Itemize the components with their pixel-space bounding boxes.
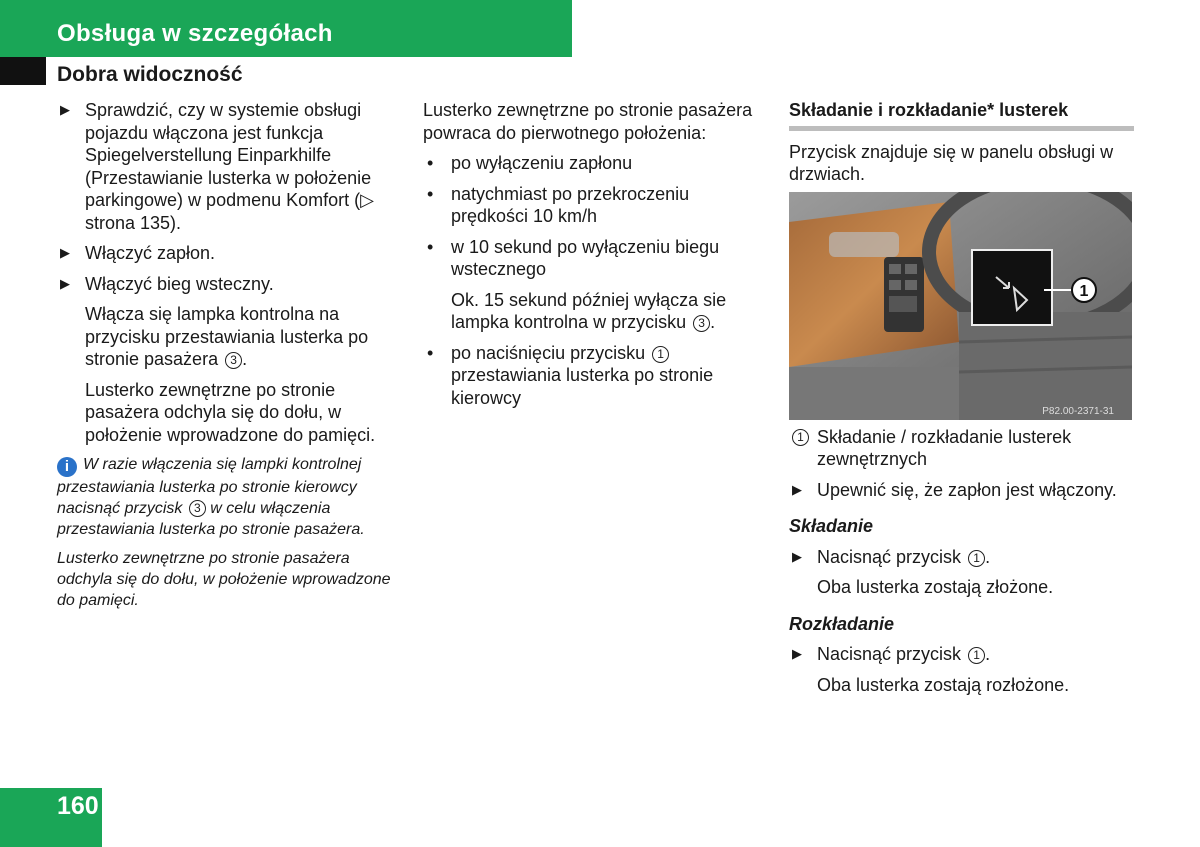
info-note xyxy=(57,454,397,540)
triangle-bullet-icon: ▶ xyxy=(792,646,802,661)
step-text: Włączyć zapłon. xyxy=(85,243,216,263)
chapter-title: Obsługa w szczegółach xyxy=(57,20,333,47)
triangle-bullet-icon: ▶ xyxy=(60,102,70,117)
bullet-text: natychmiast po przekroczeniu prędkości 10 km/h xyxy=(451,183,690,226)
step-text: Nacisnąć przycisk xyxy=(817,546,962,567)
step-item xyxy=(789,479,1134,502)
bullet-text: po wyłączeniu zapłonu xyxy=(451,153,633,173)
divider xyxy=(789,126,1134,131)
step-item xyxy=(789,643,1134,666)
bullet-text: po naciśnięciu przycisku xyxy=(451,342,646,363)
step-item xyxy=(789,546,1134,569)
bullet-dot-icon: • xyxy=(427,342,434,363)
number-callout: 3 xyxy=(225,352,242,369)
triangle-bullet-icon: ▶ xyxy=(792,548,802,564)
bullet-dot-icon: • xyxy=(427,183,434,204)
step-text: Włączyć bieg wsteczny. xyxy=(85,273,274,294)
step-text: Nacisnąć przycisk xyxy=(817,644,962,664)
result-paragraph: Lusterko zewnętrzne po stronie pasażera odchyla się do dołu, w położenie wprowadzone do pamięci. xyxy=(85,379,376,445)
result-paragraph xyxy=(57,303,397,371)
note-text: W razie włączenia się lampki kontrolnej przestawiania lusterka po stronie kierowcy nacisnąć przycisk xyxy=(57,456,362,517)
section-title: Dobra widoczność xyxy=(57,63,243,86)
paragraph-text: . xyxy=(710,312,716,332)
number-callout: 1 xyxy=(968,550,985,567)
step-item xyxy=(57,99,397,234)
paragraph-text: Włącza się lampka kontrolna na przycisku przestawiania lusterka po stronie pasażera xyxy=(85,304,369,369)
bullet-subtext xyxy=(423,289,768,334)
triangle-bullet-icon: ▶ xyxy=(60,275,70,291)
image-code: P82.00-2371-31 xyxy=(1042,405,1114,417)
bullet-text: w 10 sekund po wyłączeniu biegu wstecznego xyxy=(451,236,720,279)
triangle-bullet-icon: ▶ xyxy=(792,481,802,497)
paragraph-text: Ok. 15 sekund później wyłącza sie lampka kontrolna w przycisku xyxy=(451,289,727,332)
info-note-2: Lusterko zewnętrzne po stronie pasażera odchyla się do dołu, w położenie wprowadzone do pamięci. xyxy=(57,550,391,609)
page-number: 160 xyxy=(57,792,99,820)
step-text: . xyxy=(985,546,991,567)
intro-text: Przycisk znajduje się w panelu obsługi w drzwiach. xyxy=(789,141,1114,184)
folding-heading: Składanie xyxy=(789,516,874,536)
note-text: w celu włączenia przestawiania lusterka po stronie pasażera. xyxy=(57,500,365,538)
section-marker xyxy=(0,57,46,85)
result-paragraph: Oba lusterka zostają złożone. xyxy=(817,577,1054,597)
intro-text: Lusterko zewnętrzne po stronie pasażera powraca do pierwotnego położenia: xyxy=(423,100,753,143)
bullet-item xyxy=(423,342,768,410)
column-middle xyxy=(423,99,768,417)
caption-text: Składanie / rozkładanie lusterek zewnętrznych xyxy=(817,426,1072,469)
result-paragraph: Oba lusterka zostają rozłożone. xyxy=(817,674,1070,695)
info-icon: i xyxy=(57,457,77,477)
number-callout: 1 xyxy=(652,346,669,363)
triangle-bullet-icon: ▶ xyxy=(60,245,70,260)
column-right xyxy=(789,99,1134,704)
door-panel-illustration xyxy=(789,192,1132,420)
bullet-item xyxy=(423,183,768,228)
subsection-title: Składanie i rozkładanie* lusterek xyxy=(789,100,1069,120)
step-text: Sprawdzić, czy w systemie obsługi pojazdu włączona jest funkcja Spiegelverstellung Einparkhilfe (Przestawianie lusterka w położenie parkingowe) w podmenu Komfort (▷ strona 135). xyxy=(85,100,374,233)
number-callout: 1 xyxy=(968,647,985,664)
bullet-item xyxy=(423,236,768,281)
paragraph-text: . xyxy=(242,349,248,369)
step-text: Upewnić się, że zapłon jest włączony. xyxy=(817,479,1117,500)
column-left xyxy=(57,99,397,619)
bullet-item xyxy=(423,152,768,175)
number-callout: 3 xyxy=(693,315,710,332)
bullet-dot-icon: • xyxy=(427,153,434,173)
step-item xyxy=(57,242,397,265)
bullet-text: przestawiania lusterka po stronie kierowcy xyxy=(451,365,714,408)
step-item xyxy=(57,273,397,296)
image-caption xyxy=(789,426,1134,471)
number-callout: 3 xyxy=(189,500,206,517)
step-text: . xyxy=(985,644,991,664)
photo-callout-number: 1 xyxy=(1079,282,1089,300)
unfolding-heading: Rozkładanie xyxy=(789,613,895,634)
door-panel-photo xyxy=(789,192,1132,420)
bullet-dot-icon: • xyxy=(427,236,434,257)
number-callout: 1 xyxy=(792,429,809,446)
